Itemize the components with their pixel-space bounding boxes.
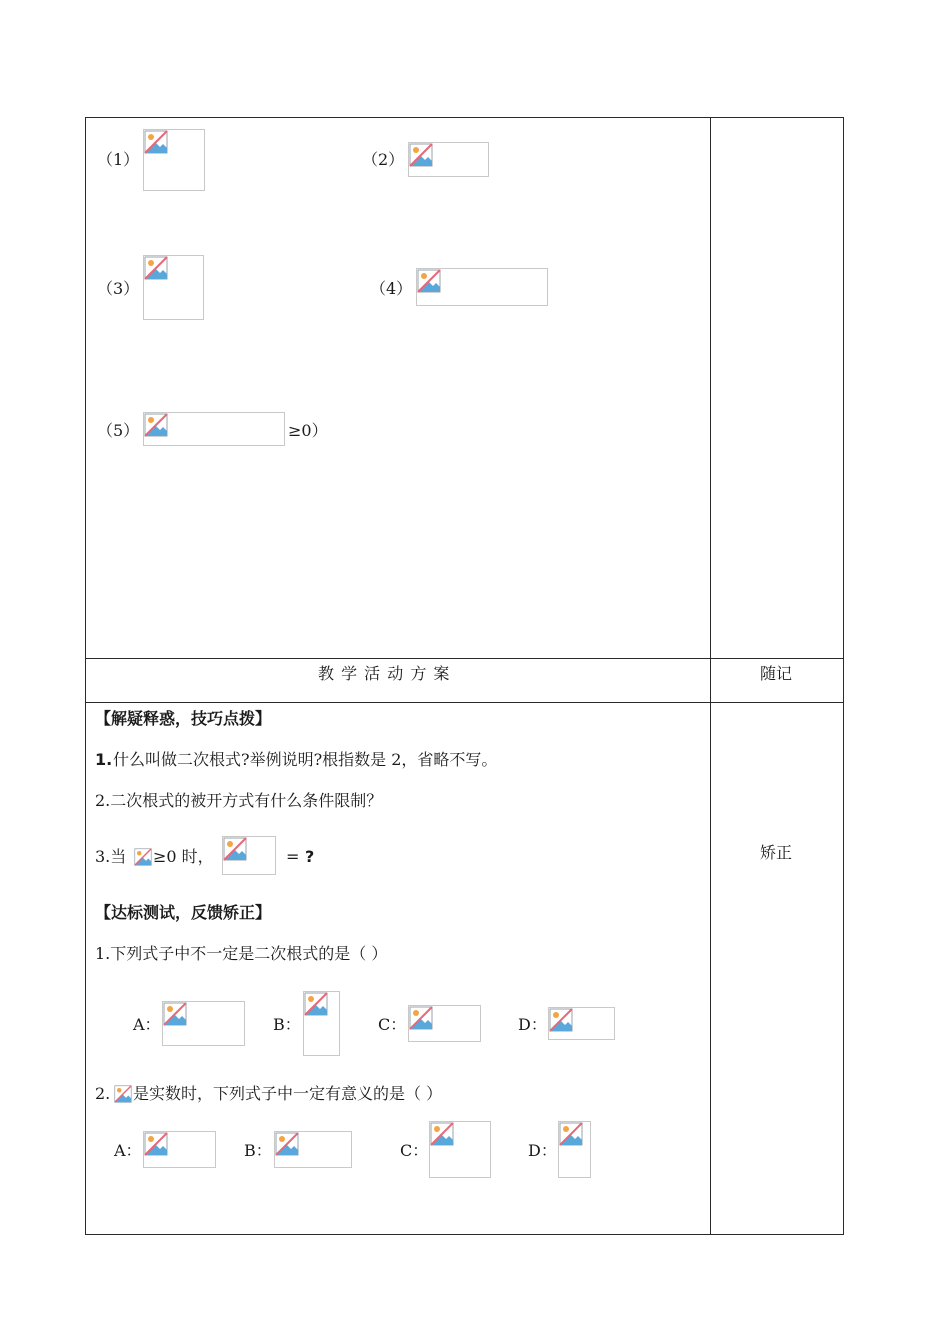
item-5-label: （5）: [97, 421, 140, 440]
test-1-option-c: C：: [378, 1015, 407, 1034]
test-2-text: 是实数时，下列式子中一定有意义的是（ ）: [133, 1084, 443, 1103]
broken-image-icon: [144, 130, 168, 154]
broken-image-icon: [304, 992, 328, 1016]
broken-image-icon: [144, 256, 168, 280]
test-2-option-c: C：: [400, 1141, 429, 1160]
item-3-label: （3）: [97, 279, 140, 298]
broken-image-icon: [144, 413, 168, 437]
broken-image-icon: [134, 848, 152, 866]
formula-image: [143, 1131, 216, 1168]
q1-text: 什么叫做二次根式?举例说明?根指数是 2，省略不写。: [113, 750, 498, 769]
broken-image-icon: [114, 1085, 132, 1103]
test-1-option-b: B：: [273, 1015, 301, 1034]
row-divider-header-top: [85, 658, 844, 659]
formula-image: [143, 412, 285, 446]
table-border-top: [85, 117, 844, 118]
formula-image: [143, 129, 205, 191]
test-2-option-b: B：: [244, 1141, 272, 1160]
q2-text: 2.二次根式的被开方式有什么条件限制？: [95, 791, 383, 810]
item-4-label: （4）: [370, 279, 413, 298]
formula-image: [429, 1121, 491, 1178]
section-heading-test: 【达标测试，反馈矫正】: [95, 903, 272, 922]
broken-image-icon: [559, 1122, 583, 1146]
broken-image-icon: [430, 1122, 454, 1146]
q1-number: 1.: [95, 750, 113, 769]
item-2-label: （2）: [362, 150, 405, 169]
broken-image-icon: [223, 837, 247, 861]
formula-image: [558, 1121, 591, 1178]
broken-image-icon: [417, 269, 441, 293]
section-heading-qa: 【解疑释惑，技巧点拨】: [95, 709, 272, 728]
test-2-option-d: D：: [528, 1141, 557, 1160]
formula-image: [274, 1131, 352, 1168]
test-2-option-a: A：: [114, 1141, 142, 1160]
item-5-suffix: ≥0）: [288, 421, 328, 440]
formula-image: [408, 142, 489, 177]
broken-image-icon: [144, 1132, 168, 1156]
test-2-prefix: 2.: [95, 1084, 111, 1103]
plan-title: 教 学 活 动 方 案: [318, 664, 451, 683]
formula-image: [222, 836, 276, 875]
q3-question: ?: [305, 847, 315, 866]
side-note: 矫正: [760, 843, 793, 862]
formula-image: [408, 1005, 481, 1042]
test-1-option-a: A：: [133, 1015, 161, 1034]
q3-prefix: 3.当: [95, 847, 127, 866]
item-1-label: （1）: [97, 150, 140, 169]
broken-image-icon: [163, 1002, 187, 1026]
table-border-right: [843, 117, 844, 1235]
q3-equals: =: [286, 847, 300, 866]
q3-condition: ≥0 时，: [153, 847, 214, 866]
table-border-bottom: [85, 1234, 844, 1235]
test-1-text: 1.下列式子中不一定是二次根式的是（ ）: [95, 944, 388, 963]
broken-image-icon: [409, 1006, 433, 1030]
broken-image-icon: [549, 1008, 573, 1032]
broken-image-icon: [409, 143, 433, 167]
table-border-left: [85, 117, 86, 1235]
notes-title: 随记: [760, 664, 793, 683]
column-divider: [710, 117, 711, 1235]
formula-image: [416, 268, 548, 306]
formula-image: [143, 255, 204, 320]
formula-image: [548, 1007, 615, 1040]
broken-image-icon: [275, 1132, 299, 1156]
test-1-option-d: D：: [518, 1015, 547, 1034]
formula-image: [162, 1001, 245, 1046]
row-divider-header-bottom: [85, 702, 844, 703]
formula-image: [303, 991, 340, 1056]
